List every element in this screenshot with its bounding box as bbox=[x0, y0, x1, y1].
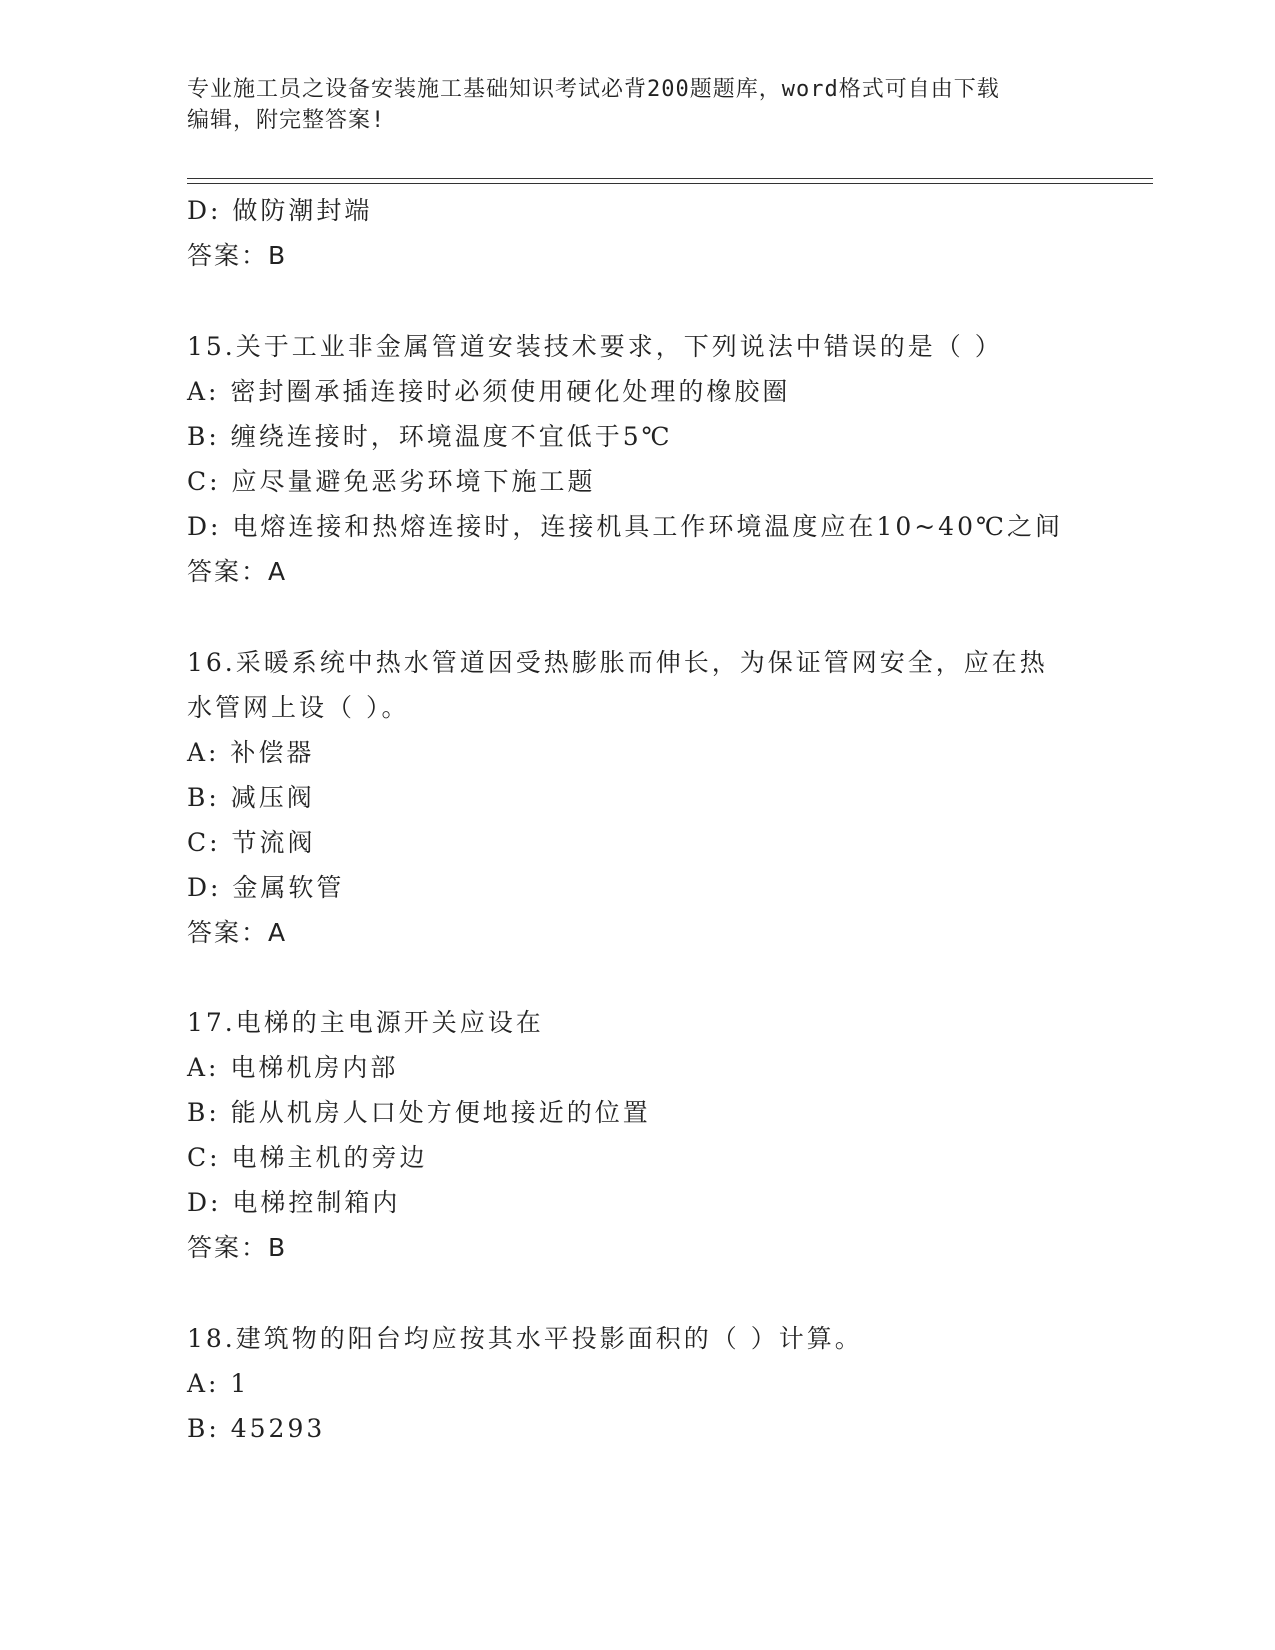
q16-question-line-1: 16.采暖系统中热水管道因受热膨胀而伸长，为保证管网安全，应在热 bbox=[187, 648, 1048, 677]
q15-answer: 答案：A bbox=[187, 557, 288, 586]
q15-option-a: A: 密封圈承插连接时必须使用硬化处理的橡胶圈 bbox=[187, 377, 791, 406]
q16-answer: 答案：A bbox=[187, 918, 288, 947]
q16-option-c: C: 节流阀 bbox=[187, 828, 316, 857]
q15-option-d: D: 电熔连接和热熔连接时，连接机具工作环境温度应在10~40℃之间 bbox=[187, 512, 1063, 541]
q18-question: 18.建筑物的阳台均应按其水平投影面积的（ ）计算。 bbox=[187, 1324, 863, 1353]
q18-option-b: B: 45293 bbox=[187, 1414, 326, 1443]
header-divider-bottom bbox=[187, 183, 1153, 184]
q16-option-d: D: 金属软管 bbox=[187, 873, 345, 902]
q17-question: 17.电梯的主电源开关应设在 bbox=[187, 1008, 544, 1037]
q17-answer: 答案：B bbox=[187, 1233, 288, 1262]
q17-option-a: A: 电梯机房内部 bbox=[187, 1053, 399, 1082]
q18-option-a: A: 1 bbox=[187, 1369, 250, 1398]
q16-option-a: A: 补偿器 bbox=[187, 738, 315, 767]
q17-option-c: C: 电梯主机的旁边 bbox=[187, 1143, 428, 1172]
q14-answer: 答案：B bbox=[187, 241, 288, 270]
q16-option-b: B: 减压阀 bbox=[187, 783, 315, 812]
q15-option-c: C: 应尽量避免恶劣环境下施工题 bbox=[187, 467, 596, 496]
q15-option-b: B: 缠绕连接时，环境温度不宜低于5℃ bbox=[187, 422, 673, 451]
header-title-line-1: 专业施工员之设备安装施工基础知识考试必背200题题库，word格式可自由下载 bbox=[187, 77, 1000, 102]
q17-option-d: D: 电梯控制箱内 bbox=[187, 1188, 401, 1217]
q16-question-line-2: 水管网上设（ ）。 bbox=[187, 693, 410, 722]
header-divider-top bbox=[187, 178, 1153, 179]
q15-question: 15.关于工业非金属管道安装技术要求，下列说法中错误的是（ ） bbox=[187, 332, 1003, 361]
q17-option-b: B: 能从机房人口处方便地接近的位置 bbox=[187, 1098, 651, 1127]
page-header bbox=[187, 74, 1087, 136]
header-title-line-2: 编辑，附完整答案! bbox=[187, 108, 386, 133]
q14-option-d: D: 做防潮封端 bbox=[187, 196, 373, 225]
